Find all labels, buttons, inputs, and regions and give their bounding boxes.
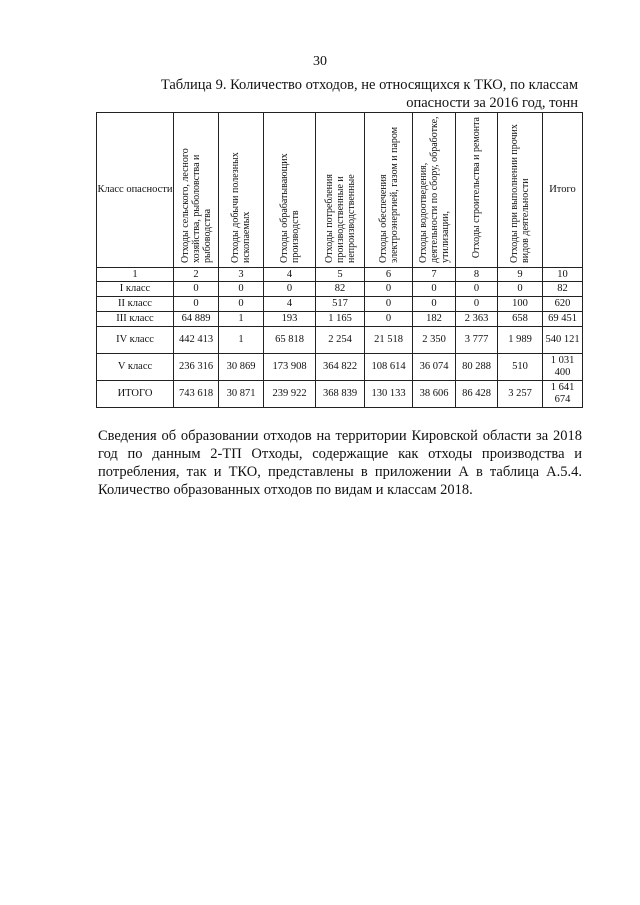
row-label: V класс [97,354,174,381]
table-cell: 3 777 [456,327,498,354]
table-cell: 64 889 [174,312,219,327]
header-other-activities: Отходы при выполнении прочих видов деятельности [498,113,543,268]
table-cell: 1 [219,327,264,354]
table-cell: 0 [219,282,264,297]
table-cell: 0 [365,282,413,297]
body-paragraph: Сведения об образовании отходов на территории Кировской области за 2018 год по данным 2-ТП Отходы, содержащие как отходы производства и потребления, так и ТКО, представлены в приложении А в таблица А.5.4. Количество образованных отходов по видам и классам 2018. [98,428,582,498]
column-number: 2 [174,268,219,282]
table-cell: 0 [456,282,498,297]
table-row [97,312,583,327]
column-number: 9 [498,268,543,282]
table-cell: 0 [264,282,316,297]
table-row [97,297,583,312]
table-cell: 2 254 [316,327,365,354]
table-cell: 86 428 [456,381,498,408]
table-cell: 193 [264,312,316,327]
column-number: 3 [219,268,264,282]
table-cell: 173 908 [264,354,316,381]
header-mining: Отходы добычи полезных ископаемых [219,113,264,268]
column-number: 4 [264,268,316,282]
table-row [97,282,583,297]
table-cell: 30 869 [219,354,264,381]
table-cell: 0 [174,297,219,312]
table-cell: 130 133 [365,381,413,408]
column-number: 10 [543,268,583,282]
table-cell: 236 316 [174,354,219,381]
row-label: III класс [97,312,174,327]
table-cell: 743 618 [174,381,219,408]
table-cell: 620 [543,297,583,312]
table-cell: 0 [365,297,413,312]
table-row-total [97,381,583,408]
table-cell: 1 165 [316,312,365,327]
column-number: 5 [316,268,365,282]
header-construction: Отходы строительства и ремонта [456,113,498,268]
column-number: 7 [413,268,456,282]
table-cell: 2 363 [456,312,498,327]
table-cell: 239 922 [264,381,316,408]
caption-line-1: Таблица 9. Количество отходов, не относящихся к ТКО, по классам [160,77,578,93]
table-cell: 510 [498,354,543,381]
waste-table [96,112,583,408]
header-hazard-class: Класс опасности [97,113,174,268]
header-consumption: Отходы потребления производственные и непроизводственные [316,113,365,268]
row-label: ИТОГО [97,381,174,408]
table-cell: 0 [413,282,456,297]
table-cell: 182 [413,312,456,327]
table-cell: 368 839 [316,381,365,408]
table-cell: 21 518 [365,327,413,354]
caption-line-2: опасности за 2016 год, тонн [406,95,578,111]
row-label: II класс [97,297,174,312]
table-cell: 36 074 [413,354,456,381]
table-cell: 82 [316,282,365,297]
header-water-disposal: Отходы водоотведения, деятельности по сбору, обработке, утилизации, [413,113,456,268]
header-agriculture: Отходы сельского, лесного хозяйства, рыболовства и рыбоводства [174,113,219,268]
table-cell: 0 [365,312,413,327]
row-label: I класс [97,282,174,297]
page-number: 30 [313,54,327,69]
table-cell: 30 871 [219,381,264,408]
table-cell: 80 288 [456,354,498,381]
table-cell: 3 257 [498,381,543,408]
table-cell: 658 [498,312,543,327]
table-cell: 2 350 [413,327,456,354]
row-label: IV класс [97,327,174,354]
column-number: 8 [456,268,498,282]
column-number-row [97,268,583,282]
table-cell: 108 614 [365,354,413,381]
column-number: 1 [97,268,174,282]
table-cell: 1 989 [498,327,543,354]
table-cell: 0 [219,297,264,312]
table-cell: 540 121 [543,327,583,354]
table-cell: 1 [219,312,264,327]
column-number: 6 [365,268,413,282]
table-cell: 0 [456,297,498,312]
header-energy: Отходы обеспечения электроэнергией, газом и паром [365,113,413,268]
table-cell: 38 606 [413,381,456,408]
table-cell: 4 [264,297,316,312]
table-cell: 65 818 [264,327,316,354]
table-cell: 1 031 400 [543,354,583,381]
table-cell: 364 822 [316,354,365,381]
table-cell: 0 [498,282,543,297]
table-cell: 0 [413,297,456,312]
header-row [97,113,583,268]
header-manufacturing: Отходы обрабатывающих производств [264,113,316,268]
table-caption [108,76,578,112]
table-cell: 82 [543,282,583,297]
table-row [97,354,583,381]
table-cell: 100 [498,297,543,312]
table-cell: 69 451 [543,312,583,327]
table-cell: 0 [174,282,219,297]
table-row [97,327,583,354]
table-cell: 442 413 [174,327,219,354]
header-total: Итого [543,113,583,268]
table-cell: 517 [316,297,365,312]
table-cell: 1 641 674 [543,381,583,408]
